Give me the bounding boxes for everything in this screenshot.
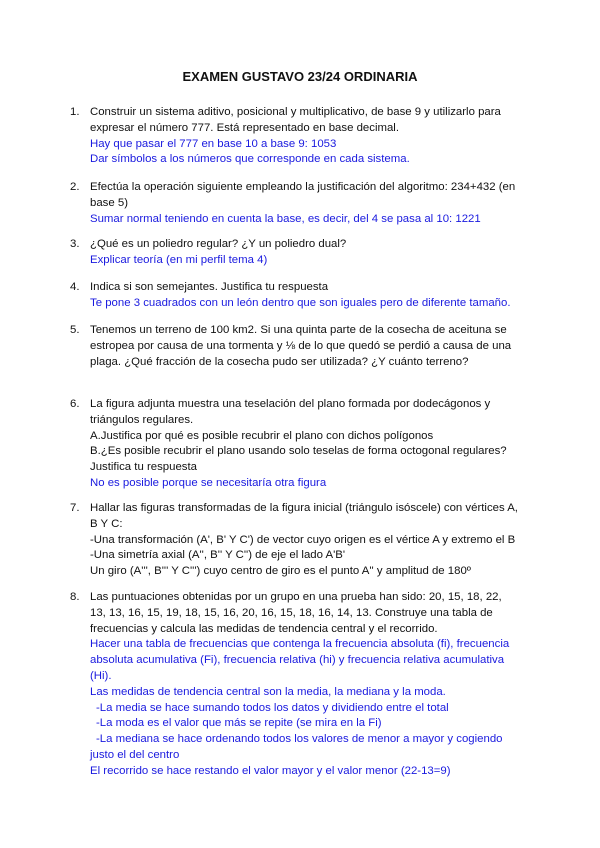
question-number: 3. xyxy=(70,238,80,250)
question-text-line: B Y C: xyxy=(90,517,123,530)
question-number: 2. xyxy=(70,181,80,193)
question-number: 6. xyxy=(70,398,80,410)
question-2 xyxy=(70,180,540,227)
question-text-line: ¿Qué es un poliedro regular? ¿Y un poliedro dual? xyxy=(90,238,347,250)
question-text-line: Justifica tu respuesta xyxy=(90,461,197,474)
answer-line: -La mediana se hace ordenando todos los valores de menor a mayor y cogiendo xyxy=(96,733,503,746)
question-text-line: -Una simetría axial (A'', B'' Y C'') de eje el lado A'B' xyxy=(90,549,346,562)
question-7 xyxy=(70,501,540,580)
answer-line: -La moda es el valor que más se repite (se mira en la Fi) xyxy=(96,717,382,730)
question-3 xyxy=(70,237,540,269)
question-text-line: Indica si son semejantes. Justifica tu respuesta xyxy=(90,281,329,293)
question-text-line: estropea por causa de una tormenta y ⅛ de lo que quedó se perdió a causa de una xyxy=(90,339,512,352)
question-text-line: B.¿Es posible recubrir el plano usando solo teselas de forma octogonal regulares? xyxy=(90,445,507,458)
question-8 xyxy=(70,590,540,780)
answer-line: Explicar teoría (en mi perfil tema 4) xyxy=(90,253,268,266)
page-title: EXAMEN GUSTAVO 23/24 ORDINARIA xyxy=(182,69,418,84)
answer-line: Hacer una tabla de frecuencias que contenga la frecuencia absoluta (fi), frecuencia xyxy=(90,638,510,651)
answer-line: Te pone 3 cuadrados con un león dentro que son iguales pero de diferente tamaño. xyxy=(90,296,511,309)
question-text-line: expresar el número 777. Está representado en base decimal. xyxy=(90,121,399,134)
question-text-line: Tenemos un terreno de 100 km2. Si una quinta parte de la cosecha de aceituna se xyxy=(90,324,507,336)
answer-line: Sumar normal teniendo en cuenta la base, es decir, del 4 se pasa al 10: 1221 xyxy=(90,212,481,225)
answer-line: Las medidas de tendencia central son la media, la mediana y la moda. xyxy=(90,685,446,698)
question-text-line: base 5) xyxy=(90,196,128,209)
question-text-line: Efectúa la operación siguiente empleando la justificación del algoritmo: 234+432 (en xyxy=(90,181,516,193)
question-text-line: frecuencias y calcula las medidas de tendencia central y el recorrido. xyxy=(90,622,438,635)
answer-line: -La media se hace sumando todos los datos y dividiendo entre el total xyxy=(96,701,449,714)
answer-line: No es posible porque se necesitaría otra figura xyxy=(90,476,327,489)
question-4 xyxy=(70,280,540,312)
question-number: 4. xyxy=(70,281,80,293)
answer-line: Dar símbolos a los números que corresponde en cada sistema. xyxy=(90,153,410,166)
question-5 xyxy=(70,323,540,370)
question-text-line: Un giro (A''', B''' Y C''') cuyo centro de giro es el punto A'' y amplitud de 180º xyxy=(90,565,471,578)
question-text-line: Construir un sistema aditivo, posicional y multiplicativo, de base 9 y utilizarlo para xyxy=(90,106,501,118)
answer-line: El recorrido se hace restando el valor mayor y el valor menor (22-13=9) xyxy=(90,764,451,777)
question-text-line: 13, 13, 16, 15, 19, 18, 15, 16, 20, 16, 15, 18, 16, 14, 13. Construye una tabla de xyxy=(90,606,493,619)
question-text-line: plaga. ¿Qué fracción de la cosecha pudo ser utilizada? ¿Y cuánto terreno? xyxy=(90,355,469,368)
question-6 xyxy=(70,397,540,492)
answer-line: absoluta acumulativa (Fi), frecuencia relativa (hi) y frecuencia relativa acumulativa xyxy=(90,654,505,667)
answer-line: Hay que pasar el 777 en base 10 a base 9: 1053 xyxy=(90,137,337,150)
question-text-line: Hallar las figuras transformadas de la figura inicial (triángulo isóscele) con vértices A, xyxy=(90,502,518,514)
question-text-line: La figura adjunta muestra una teselación del plano formada por dodecágonos y xyxy=(90,398,491,410)
question-text-line: A.Justifica por qué es posible recubrir el plano con dichos polígonos xyxy=(90,429,434,442)
question-text-line: triángulos regulares. xyxy=(90,413,194,426)
question-number: 1. xyxy=(70,106,80,118)
question-1 xyxy=(70,105,540,168)
question-number: 8. xyxy=(70,591,80,603)
question-text-line: Las puntuaciones obtenidas por un grupo en una prueba han sido: 20, 15, 18, 22, xyxy=(90,591,502,603)
question-number: 7. xyxy=(70,502,80,514)
answer-line: (Hi). xyxy=(90,669,112,682)
answer-line: justo el del centro xyxy=(90,748,180,761)
question-number: 5. xyxy=(70,324,80,336)
question-text-line: -Una transformación (A', B' Y C') de vector cuyo origen es el vértice A y extremo el B xyxy=(90,533,516,546)
